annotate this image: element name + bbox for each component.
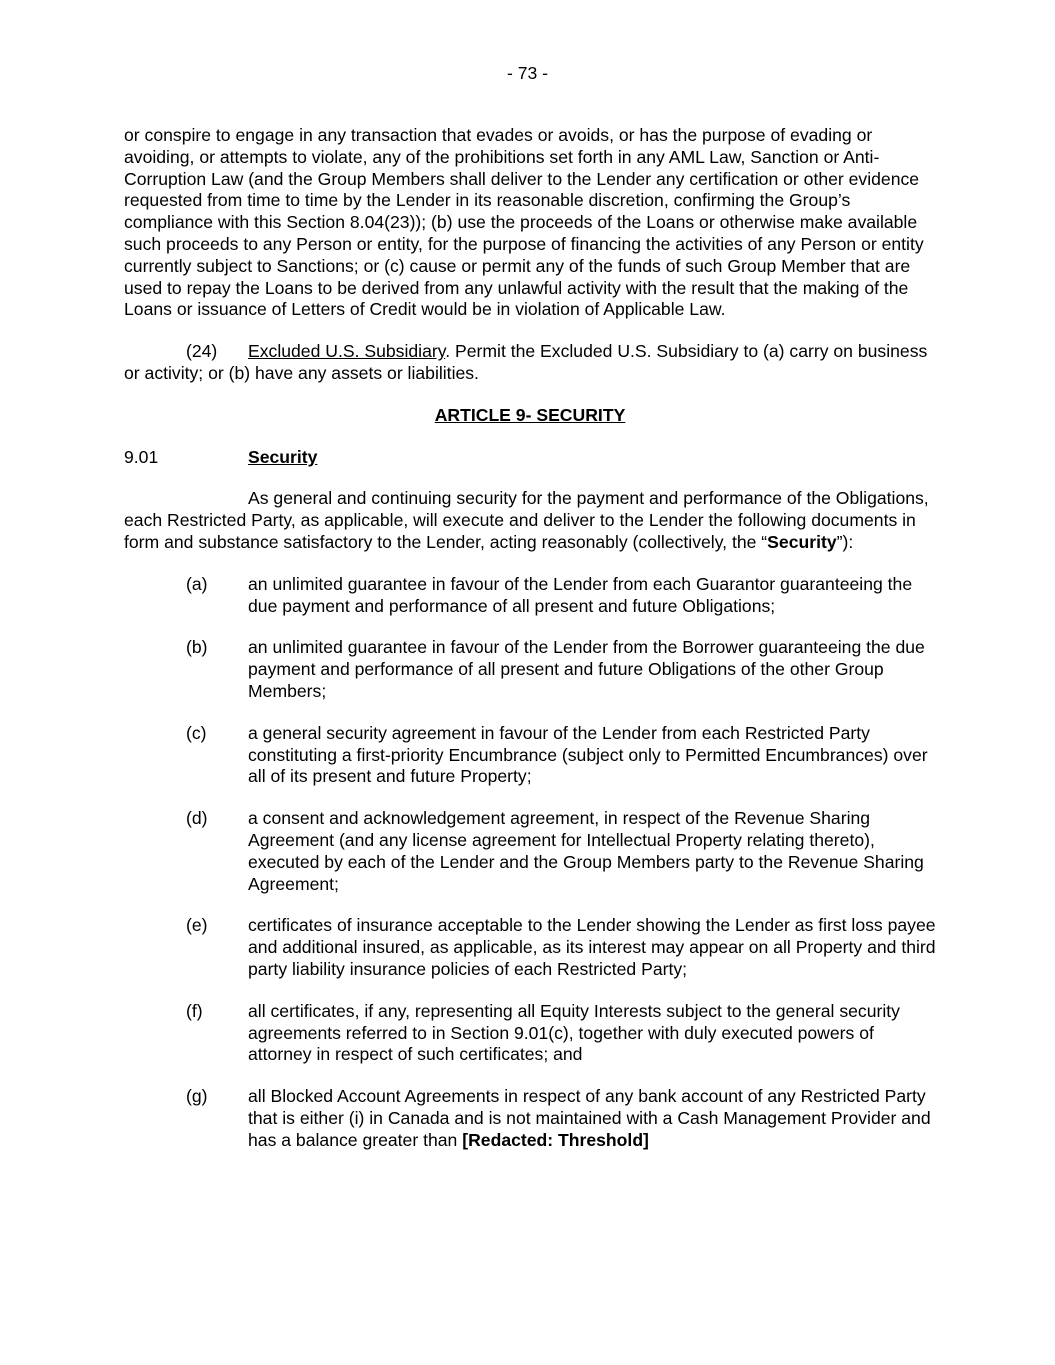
list-item-marker: (a) <box>186 573 208 594</box>
security-paragraph-end: ”): <box>836 531 854 552</box>
section-title: Security <box>248 446 318 467</box>
clause-24-number: (24) <box>186 341 218 362</box>
section-number: 9.01 <box>124 446 159 467</box>
redacted-threshold: [Redacted: Threshold] <box>462 1129 649 1150</box>
list-item-marker: (b) <box>186 637 208 658</box>
list-item-text <box>248 1086 936 1151</box>
list-item-marker: (e) <box>186 915 208 936</box>
list-item <box>124 915 936 980</box>
list-item-text: a consent and acknowledgement agreement, in respect of the Revenue Sharing Agreement (and any license agreement for Intellectual Property relating thereto), executed by each of the Lender and the Group Members party to the Revenue Sharing Agreement; <box>248 808 924 894</box>
list-item-text: a general security agreement in favour of the Lender from each Restricted Party constituting a first-priority Encumbrance (subject only to Permitted Encumbrances) over all of its present and future Property; <box>248 722 928 787</box>
list-item-marker: (c) <box>186 722 207 743</box>
page-number: - 73 - <box>506 63 549 83</box>
security-defined-term: Security <box>767 531 837 552</box>
security-paragraph <box>124 488 936 553</box>
list-item-text: an unlimited guarantee in favour of the Lender from each Guarantor guaranteeing the due payment and performance of all present and future Obligations; <box>248 573 913 616</box>
list-item-text: all certificates, if any, representing all Equity Interests subject to the general security agreements referred to in Section 9.01(c), together with duly executed powers of attorney in respect of such certificates; and <box>248 1000 900 1065</box>
clause-24-paragraph <box>124 341 936 385</box>
document-body <box>124 125 936 1171</box>
list-item <box>124 1086 936 1151</box>
list-item <box>124 808 936 895</box>
list-item-text-part: all Blocked Account Agreements in respect of any bank account of any Restricted Party that is either (i) in Canada and is not maintained with a Cash Management Provider and has a balance greater than <box>248 1086 931 1150</box>
continued-paragraph: or conspire to engage in any transaction that evades or avoids, or has the purpose of evading or avoiding, or attempts to violate, any of the prohibitions set forth in any AML Law, Sanction or Anti-Corruption Law (and the Group Members shall deliver to the Lender any certification or other evidence requested from time to time by the Lender in its reasonable discretion, confirming the Group’s compliance with this Section 8.04(23)); (b) use the proceeds of the Loans or otherwise make available such proceeds to any Person or entity, for the purpose of financing the activities of any Person or entity currently subject to Sanctions; or (c) cause or permit any of the funds of such Group Member that are used to repay the Loans to be derived from any unlawful activity with the result that the making of the Loans or issuance of Letters of Credit would be in violation of Applicable Law. <box>124 125 924 320</box>
list-item <box>124 574 936 618</box>
article-heading: ARTICLE 9- SECURITY <box>434 404 626 425</box>
security-paragraph-text: As general and continuing security for the payment and performance of the Obligations, each Restricted Party, as applicable, will execute and deliver to the Lender the following documents in form and substance satisfactory to the Lender, acting reasonably (collectively, the “ <box>124 488 929 552</box>
list-item-text: certificates of insurance acceptable to the Lender showing the Lender as first loss payee and additional insured, as applicable, as its interest may appear on all Property and third party liability insurance policies of each Restricted Party; <box>248 915 936 979</box>
clause-24-text: . Permit the Excluded U.S. Subsidiary to (a) carry on business or activity; or (b) have any assets or liabilities. <box>124 341 928 383</box>
list-item-marker: (d) <box>186 808 208 829</box>
list-item-text: an unlimited guarantee in favour of the Lender from the Borrower guaranteeing the due payment and performance of all present and future Obligations of the other Group Members; <box>248 637 925 701</box>
list-item-marker: (f) <box>186 1000 203 1021</box>
list-item <box>124 637 936 702</box>
clause-24-heading: Excluded U.S. Subsidiary <box>248 341 446 362</box>
list-item <box>124 723 936 788</box>
section-heading <box>124 447 936 469</box>
list-item-marker: (g) <box>186 1086 208 1107</box>
list-item <box>124 1001 936 1066</box>
